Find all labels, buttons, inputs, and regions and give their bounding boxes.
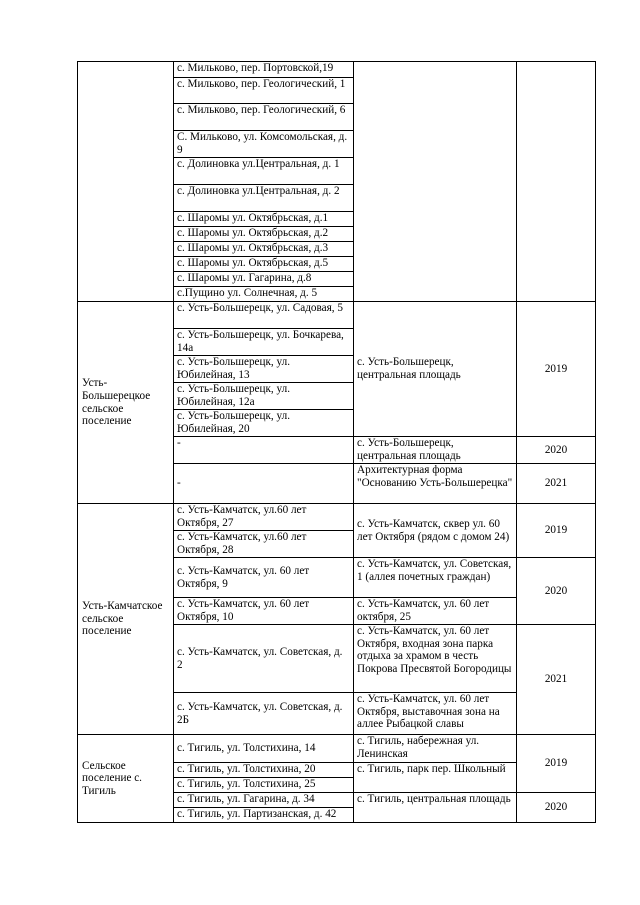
address-cell: с. Шаромы ул. Гагарина, д.8 xyxy=(174,272,354,287)
address-cell: с. Усть-Камчатск, ул.60 лет Октября, 28 xyxy=(174,531,354,558)
address-cell: с. Тигиль, ул. Партизанская, д. 42 xyxy=(174,808,354,823)
year-cell: 2021 xyxy=(517,625,596,735)
address-cell: с. Долиновка ул.Центральная, д. 1 xyxy=(174,158,354,185)
place-cell: с. Усть-Камчатск, сквер ул. 60 лет Октября (рядом с домом 24) xyxy=(354,504,517,558)
address-cell: с. Тигиль, ул. Гагарина, д. 34 xyxy=(174,793,354,808)
improvement-table xyxy=(77,61,596,823)
year-cell: 2020 xyxy=(517,793,596,823)
settlement-cell xyxy=(78,62,174,302)
place-cell: с. Усть-Камчатск, ул. 60 лет октября, 25 xyxy=(354,598,517,625)
address-cell: с. Шаромы ул. Октябрьская, д.3 xyxy=(174,242,354,257)
settlement-cell: Усть-Камчатское сельское поселение xyxy=(78,504,174,735)
place-cell xyxy=(354,62,517,302)
year-cell: 2020 xyxy=(517,437,596,464)
address-cell: с. Усть-Камчатск, ул. Советская, д. 2 xyxy=(174,625,354,693)
year-cell: 2019 xyxy=(517,302,596,437)
address-cell: - xyxy=(174,464,354,504)
address-cell: с. Шаромы ул. Октябрьская, д.5 xyxy=(174,257,354,272)
address-cell: С. Мильково, ул. Комсомольская, д. 9 xyxy=(174,131,354,158)
place-cell: с. Усть-Большерецк, центральная площадь xyxy=(354,302,517,437)
year-cell: 2020 xyxy=(517,558,596,625)
settlement-cell: Сельское поселение с. Тигиль xyxy=(78,735,174,823)
address-cell: с. Мильково, пер. Геологический, 1 xyxy=(174,78,354,104)
address-cell: с. Тигиль, ул. Толстихина, 20 xyxy=(174,763,354,778)
address-cell: с. Усть-Большерецк, ул. Бочкарева, 14а xyxy=(174,329,354,356)
address-cell: с.Пущино ул. Солнечная, д. 5 xyxy=(174,287,354,302)
place-cell: с. Тигиль, парк пер. Школьный xyxy=(354,763,517,793)
year-cell: 2019 xyxy=(517,735,596,793)
year-cell xyxy=(517,62,596,302)
address-cell: с. Шаромы ул. Октябрьская, д.2 xyxy=(174,227,354,242)
table-row xyxy=(78,735,596,763)
address-cell: с. Усть-Камчатск, ул. 60 лет Октября, 10 xyxy=(174,598,354,625)
place-cell: с. Усть-Камчатск, ул. Советская, 1 (аллея почетных граждан) xyxy=(354,558,517,598)
address-cell: с. Усть-Камчатск, ул. 60 лет Октября, 9 xyxy=(174,558,354,598)
address-cell: с. Тигиль, ул. Толстихина, 25 xyxy=(174,778,354,793)
year-cell: 2021 xyxy=(517,464,596,504)
address-cell: с. Мильково, пер. Геологический, 6 xyxy=(174,104,354,131)
table-row xyxy=(78,302,596,329)
address-cell: с. Мильково, пер. Портовской,19 xyxy=(174,62,354,78)
address-cell: с. Усть-Камчатск, ул. Советская, д. 2Б xyxy=(174,693,354,735)
address-cell: с. Усть-Камчатск, ул.60 лет Октября, 27 xyxy=(174,504,354,531)
place-cell: с. Усть-Камчатск, ул. 60 лет Октября, выставочная зона на аллее Рыбацкой славы xyxy=(354,693,517,735)
address-cell: с. Долиновка ул.Центральная, д. 2 xyxy=(174,185,354,212)
place-cell: с. Тигиль, набережная ул. Ленинская xyxy=(354,735,517,763)
place-cell: Архитектурная форма "Основанию Усть-Большерецка" xyxy=(354,464,517,504)
address-cell: с. Усть-Большерецк, ул. Юбилейная, 12а xyxy=(174,383,354,410)
place-cell: с. Усть-Камчатск, ул. 60 лет Октября, входная зона парка отдыха за храмом в честь Покрова Пресвятой Богородицы xyxy=(354,625,517,693)
address-cell: с. Усть-Большерецк, ул. Юбилейная, 20 xyxy=(174,410,354,437)
address-cell: с. Усть-Большерецк, ул. Юбилейная, 13 xyxy=(174,356,354,383)
address-cell: с. Усть-Большерецк, ул. Садовая, 5 xyxy=(174,302,354,329)
year-cell: 2019 xyxy=(517,504,596,558)
settlement-cell: Усть-Большерецкое сельское поселение xyxy=(78,302,174,504)
address-cell: с. Шаромы ул. Октябрьская, д.1 xyxy=(174,212,354,227)
address-cell: с. Тигиль, ул. Толстихина, 14 xyxy=(174,735,354,763)
table-row xyxy=(78,62,596,78)
address-cell: - xyxy=(174,437,354,464)
place-cell: с. Усть-Большерецк, центральная площадь xyxy=(354,437,517,464)
place-cell: с. Тигиль, центральная площадь xyxy=(354,793,517,823)
table-row xyxy=(78,504,596,531)
